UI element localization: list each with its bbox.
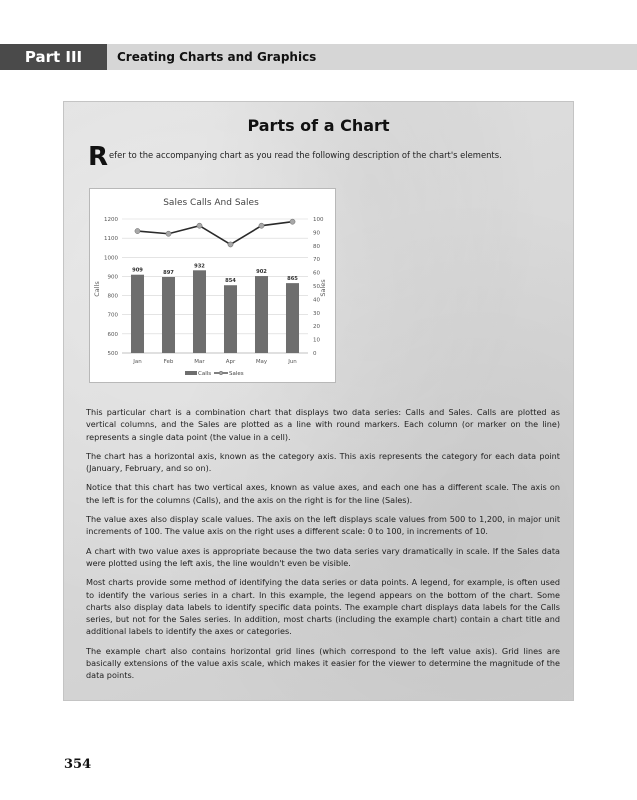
calls-data-labels [132, 263, 298, 284]
chart-title: Sales Calls And Sales [163, 198, 259, 208]
legend [185, 371, 244, 377]
right-axis-label: Sales [319, 279, 327, 297]
sidebar-box [63, 101, 574, 701]
category-label: May [255, 359, 268, 365]
calls-data-label: 854 [225, 278, 236, 285]
calls-bar [224, 285, 237, 353]
right-tick-label: 80 [313, 243, 320, 250]
drop-cap: R [88, 142, 109, 172]
right-tick-label: 50 [313, 284, 320, 290]
right-tick-label: 20 [313, 324, 320, 331]
body-paragraph-4: The value axes also display scale values. The axis on the left displays scale values from 500 to 1,200, in major unit increments of 100. The value axis on the right uses a different scale: 0 to 100, in increments of 10. [86, 514, 560, 537]
right-tick-label: 40 [313, 297, 320, 304]
left-axis-label: Calls [93, 281, 101, 297]
left-tick-label: 1100 [104, 236, 118, 243]
calls-bar [193, 270, 206, 353]
right-tick-label: 10 [313, 337, 320, 344]
left-tick-label: 800 [107, 293, 118, 300]
right-tick-label: 0 [313, 351, 317, 357]
sales-marker [166, 231, 171, 236]
sales-polyline [138, 222, 293, 245]
left-tick-label: 1200 [104, 217, 118, 223]
category-label: Apr [225, 359, 236, 365]
example-chart [89, 188, 336, 383]
left-tick-label: 600 [107, 331, 118, 338]
legend-sales-label: Sales [229, 371, 244, 377]
right-tick-label: 60 [313, 270, 320, 277]
right-tick-label: 70 [313, 257, 320, 264]
legend-calls-label: Calls [198, 371, 212, 377]
category-label: Jan [133, 359, 142, 365]
category-label: Jun [288, 359, 297, 365]
body-paragraph-5: A chart with two value axes is appropriate because the two data series vary dramatically in scale. If the Sales data were plotted using the left axis, the line wouldn't even be visible. [86, 545, 560, 568]
body-paragraph-3: Notice that this chart has two vertical axes, known as value axes, and each one has a different scale. The axis on the left is for the columns (Calls), and the axis on the right is for the line (Sales). [86, 482, 560, 505]
part-tab [0, 44, 107, 70]
body-paragraph-1: This particular chart is a combination chart that displays two data series: Calls and Sales. Calls are plotted as vertical columns, and the Sales are plotted as a line with round markers. Each column (or marker on the line) represents a single data point (the value in a cell). [86, 407, 560, 442]
right-tick-label: 30 [313, 310, 320, 317]
calls-data-label: 909 [132, 267, 143, 274]
sales-marker [197, 223, 202, 228]
sales-marker [228, 242, 233, 247]
category-labels [132, 359, 297, 365]
calls-bars [131, 267, 299, 353]
right-tick-label: 100 [313, 217, 324, 223]
left-tick-label: 500 [107, 351, 118, 357]
sales-marker [290, 219, 295, 224]
page-number: 354 [64, 757, 92, 772]
left-axis-ticks [104, 217, 118, 357]
calls-data-label: 865 [287, 276, 298, 283]
intro-paragraph [88, 142, 558, 172]
body-paragraph-7: The example chart also contains horizontal grid lines (which correspond to the left value axis). Grid lines are basically extensions of the value axis scale, which makes it easier for the viewer to determine the magnitude of the data points. [86, 645, 560, 681]
calls-bar [286, 283, 299, 353]
calls-data-label: 902 [256, 269, 267, 276]
intro-text: efer to the accompanying chart as you read the following description of the chart's elements. [109, 150, 502, 160]
sales-line [135, 219, 295, 247]
calls-data-label: 897 [163, 270, 174, 277]
calls-bar [162, 277, 175, 353]
calls-bar [255, 276, 268, 353]
gridlines [122, 219, 308, 353]
category-label: Feb [163, 359, 174, 365]
left-tick-label: 1000 [104, 255, 118, 262]
sales-marker [259, 223, 264, 228]
body-paragraph-2: The chart has a horizontal axis, known as the category axis. This axis represents the category for each data point (January, February, and so on). [86, 450, 560, 474]
part-label: Part III [24, 48, 83, 66]
body-paragraph-6: Most charts provide some method of identifying the data series or data points. A legend, for example, is often used to identify the various series in a chart. In this example, the legend appears on the bottom of the chart. Some charts also display data labels to identify specific data points. The example chart displays data labels for the Calls series, but not for the Sales series. In addition, most charts (including the example chart) contain a chart title and additional labels to identify the axes or categories. [86, 577, 560, 637]
running-head: Creating Charts and Graphics [117, 50, 317, 64]
left-tick-label: 700 [107, 312, 118, 319]
right-tick-label: 90 [313, 230, 320, 237]
left-tick-label: 900 [107, 274, 118, 281]
body-text [86, 406, 560, 689]
legend-sales-marker [219, 371, 223, 375]
category-label: Mar [194, 359, 205, 365]
legend-calls-swatch [185, 371, 197, 375]
calls-bar [131, 275, 144, 353]
calls-data-label: 932 [194, 263, 205, 270]
sales-marker [135, 228, 140, 233]
chart-svg [90, 189, 335, 382]
sidebar-title: Parts of a Chart [247, 116, 390, 135]
